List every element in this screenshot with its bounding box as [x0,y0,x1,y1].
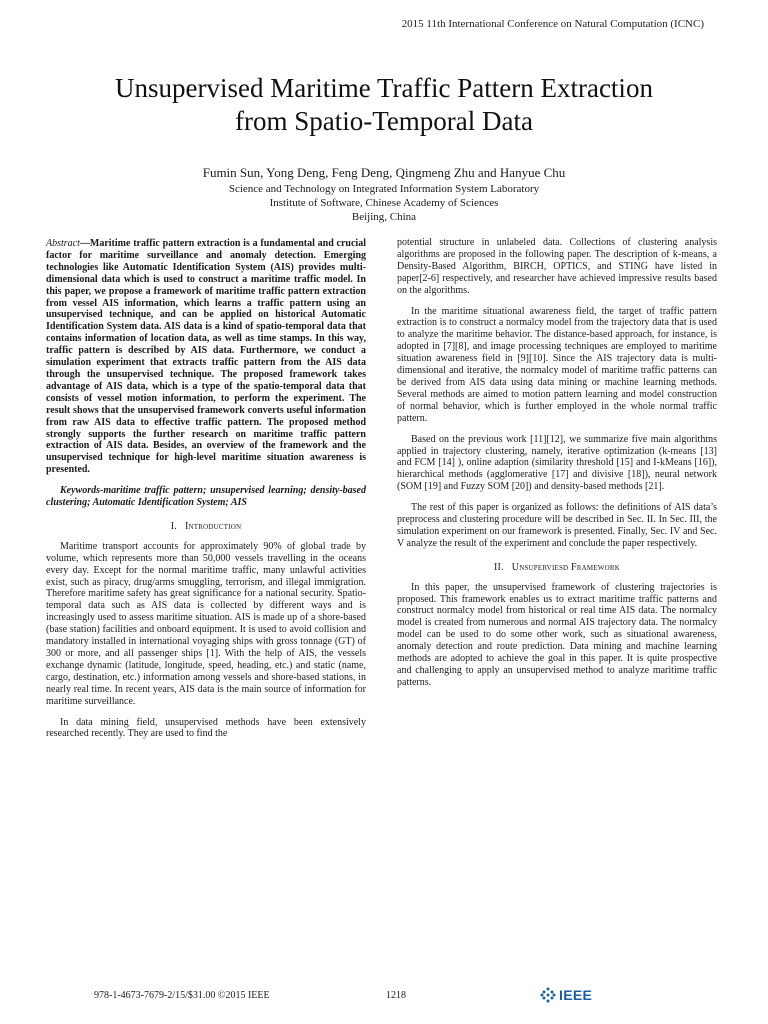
ieee-logo [540,987,592,1003]
title-line-1: Unsupervised Maritime Traffic Pattern Extraction [115,73,653,103]
intro-paragraph-2: In data mining field, unsupervised methods have been extensively researched recently. They are used to find the [46,716,366,740]
affiliation [40,182,728,224]
affiliation-institute: Institute of Software, Chinese Academy of Sciences [269,197,499,209]
abstract [46,238,366,476]
right-paragraph-3: Based on the previous work [11][12], we summarize five main algorithms applied in trajectory clustering, namely, iterative optimization (k-means [13] and FCM [14] ), online adaption (similarity threshold [15] and I-kMeans [16]), hierarchical methods (agglomerative [17] and divisive [18]), neural network (SOM [19] and Fuzzy SOM [20]) and density-based methods [21]. [397,433,717,493]
section-heading-framework [397,562,717,574]
framework-paragraph-1: In this paper, the unsupervised framework of clustering trajectories is proposed. This framework enables us to extract maritime traffic patterns and construct normalcy model from historical or real time AIS data. The normalcy model is created from numerous and normal AIS trajectory data. The normalcy model can be used to do some other work, such as situational awareness, anomaly detection and route prediction. Data mining and machine learning methods are adopted to achieve the goal in this paper. It is quite prospective and challenging to apply an unsupervised method to analyze maritime traffic patterns. [397,581,717,688]
ieee-dots-icon [540,987,556,1003]
affiliation-city: Beijing, China [351,211,417,223]
right-paragraph-1: potential structure in unlabeled data. Collections of clustering analysis algorithms are proposed in the following paper. The description of k-means, a Density-Based Algorithm, BIRCH, OPTICS, and STING have listed in paper[2-6] respectively, and researcher have achieved impressive results based on the algorithms. [397,237,717,296]
conference-header: 2015 11th International Conference on Natural Computation (ICNC) [401,18,704,30]
right-column [397,237,717,698]
abstract-dash: — [79,238,90,249]
section-number: I. [170,520,177,532]
title-line-2: from Spatio-Temporal Data [234,106,533,136]
ieee-logo-text: IEEE [559,987,593,1003]
section-title: Unsuperviesd Framework [511,561,620,573]
section-number: II. [494,561,504,573]
affiliation-lab: Science and Technology on Integrated Information System Laboratory [228,183,540,195]
intro-paragraph-1: Maritime transport accounts for approximately 90% of global trade by volume, which represents more than 50,000 vessels travelling in the oceans every day. Except for the normal maritime traffic, many unlawful activities exist, such as piracy, drug/arms smuggling, terrorism, and illegal immigration. Therefore maritime safety has great significance for a national security. Spatio-temporal data such as AIS data is collected by different ways and is increasingly used to assess maritime situation. AIS is made up of a shore-based (base station) facilities and onboard equipment. It is used to avoid collision and mandatory installed in international voyaging ships with gross tonnage (GT) of 300 or more, and all passenger ships [1]. With the help of AIS, the vessels exchange dynamic (latitude, longitude, speed, heading, etc.) and static (name, cargo, destination, etc.) information among vessels and shore-based stations, in nearly real time. In recent years, AIS data is the main source of information for maritime surveillance. [46,540,366,707]
page-number: 1218 [386,990,406,1001]
abstract-label: Abstract [46,238,80,249]
author-list: Fumin Sun, Yong Deng, Feng Deng, Qingmeng Zhu and Hanyue Chu [202,165,566,180]
paper-title [40,72,728,138]
right-paragraph-4: The rest of this paper is organized as follows: the definitions of AIS data’s preprocess and clustering procedure will be described in Sec. II. In Sec. III, the simulation experiment on our framework is presented. Finally, Sec. IV and Sec. V analyze the result of the experiment and conclude the paper respectively. [397,502,717,549]
abstract-text: Maritime traffic pattern extraction is a fundamental and crucial factor for maritime surveillance and anomaly detection. Emerging technologies like Automatic Identification System (AIS) provides multi-dimensional data which is used to construct a maritime traffic model. In this paper, we propose a framework of maritime traffic pattern extraction from vessel AIS information, which learns a traffic pattern using an unsupervised technique, and can be applied on historical Automatic Identification System data. AIS data is a kind of spatio-temporal data that contains information of location data, as well as time stamps. In this way, traffic pattern is described by AIS data. Furthermore, we conduct a simulation experiment that extracts traffic pattern from the AIS data through the unsupervised technique. The proposed framework takes advantage of AIS data, which is a type of the spatio-temporal data that consists of vessel motion information, to perform the experiment. The result shows that the unsupervised framework converts useful information from raw AIS data to effective traffic pattern. The proposed method strongly supports the further research on maritime traffic pattern extraction of AIS data. Besides, an overview of the framework and the unsupervised technique for high-level maritime situation awareness is presented. [46,238,366,476]
section-heading-introduction [46,521,366,533]
section-title: Introduction [184,520,242,532]
right-paragraph-2: In the maritime situational awareness field, the target of traffic pattern extraction is to construct a normalcy model from the trajectory data that is used to analyze the maritime behavior. The distance-based approach, for instance, is adopted in [7][8], and image processing techniques are employed to maritime situation awareness field in [9][10]. Since the AIS trajectory data is multi-dimensional and iterative, the normalcy model of maritime traffic patterns can be derived from AIS data using data mining or machine learning methods. Several methods are aimed to motion pattern learning and model construction of normal behavior, which is further employed in the whole normal traffic pattern. [397,305,717,424]
copyright-line: 978-1-4673-7679-2/15/$31.00 ©2015 IEEE [94,990,270,1001]
left-column [46,238,366,749]
keywords: Keywords-maritime traffic pattern; unsupervised learning; density-based clustering; Automatic Identification System; AIS [46,485,366,509]
